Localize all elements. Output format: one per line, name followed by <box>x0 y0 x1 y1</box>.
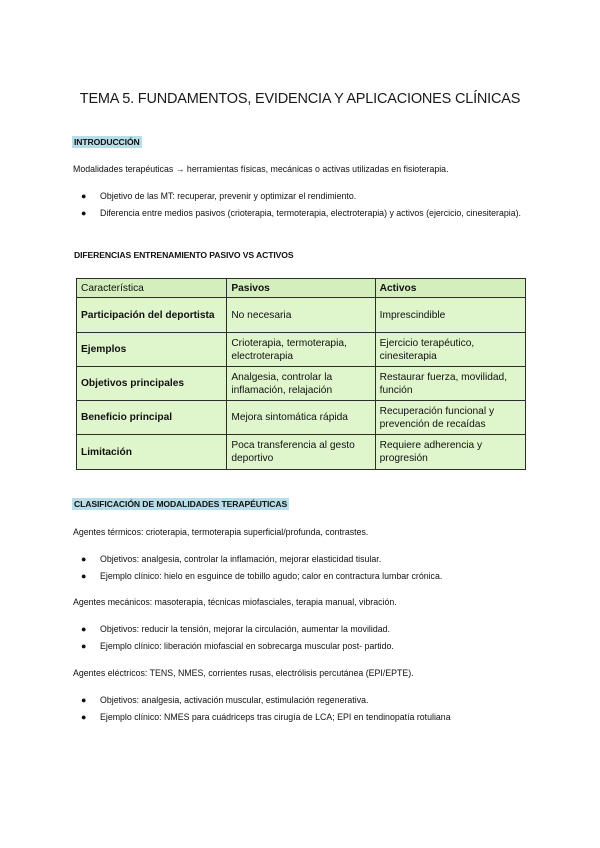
table-cell: Restaurar fuerza, movilidad, función <box>375 367 525 401</box>
table-cell: Ejemplos <box>77 333 227 367</box>
list-item-text: Objetivo de las MT: recuperar, prevenir y optimizar el rendimiento. <box>100 191 357 201</box>
differences-table <box>76 278 526 470</box>
list-item-text: Objetivos: analgesia, activación muscular, estimulación regenerativa. <box>100 695 369 705</box>
list-item <box>73 622 533 636</box>
bullet-icon: ● <box>81 191 87 201</box>
list-item-text: Ejemplo clínico: liberación miofascial en sobrecarga muscular post- partido. <box>100 641 394 651</box>
bullet-icon: ● <box>81 695 87 705</box>
table-row <box>77 367 526 401</box>
group-title-thermal: Agentes térmicos: crioterapia, termoterapia superficial/profunda, contrastes. <box>73 527 369 537</box>
table-row <box>77 435 526 470</box>
bullet-icon: ● <box>81 712 87 722</box>
intro-heading: INTRODUCCIÓN <box>74 137 140 147</box>
intro-text: Modalidades terapéuticas → herramientas físicas, mecánicas o activas utilizadas en fisioterapia. <box>73 164 449 174</box>
list-item <box>73 189 527 203</box>
list-item <box>73 693 543 707</box>
table-row <box>77 298 526 333</box>
table-cell: Poca transferencia al gesto deportivo <box>227 435 375 470</box>
list-item <box>73 206 527 220</box>
list-item-text: Objetivos: reducir la tensión, mejorar la circulación, aumentar la movilidad. <box>100 624 390 634</box>
table-cell: Limitación <box>77 435 227 470</box>
group-title-electrical: Agentes eléctricos: TENS, NMES, corrientes rusas, electrólisis percutánea (EPI/EPTE). <box>73 668 414 678</box>
list-item-text: Objetivos: analgesia, controlar la inflamación, mejorar elasticidad tisular. <box>100 554 382 564</box>
table-cell: Beneficio principal <box>77 401 227 435</box>
list-item <box>73 569 533 583</box>
classification-heading: CLASIFICACIÓN DE MODALIDADES TERAPÉUTICAS <box>74 499 288 509</box>
table-cell: Mejora sintomática rápida <box>227 401 375 435</box>
table-row <box>77 333 526 367</box>
table-cell: Objetivos principales <box>77 367 227 401</box>
table-cell: Imprescindible <box>375 298 525 333</box>
bullet-icon: ● <box>81 571 87 581</box>
table-cell: Recuperación funcional y prevención de recaídas <box>375 401 525 435</box>
bullet-icon: ● <box>81 624 87 634</box>
mechanical-bullet-list <box>73 622 533 656</box>
bullet-icon: ● <box>81 641 87 651</box>
table-cell: Analgesia, controlar la inflamación, relajación <box>227 367 375 401</box>
electrical-bullet-list <box>73 693 543 727</box>
list-item-text: Ejemplo clínico: NMES para cuádriceps tras cirugía de LCA; EPI en tendinopatía rotuliana <box>100 712 451 722</box>
list-item-text: Diferencia entre medios pasivos (crioterapia, termoterapia, electroterapia) y activos (ejercicio, cinesiterapia). <box>100 208 521 218</box>
list-item-text: Ejemplo clínico: hielo en esguince de tobillo agudo; calor en contractura lumbar crónica. <box>100 571 443 581</box>
table-row <box>77 401 526 435</box>
intro-bullet-list <box>73 189 527 223</box>
list-item <box>73 710 543 724</box>
group-title-mechanical: Agentes mecánicos: masoterapia, técnicas miofasciales, terapia manual, vibración. <box>73 597 397 607</box>
differences-heading: DIFERENCIAS ENTRENAMIENTO PASIVO VS ACTIVOS <box>74 250 294 260</box>
table-header-cell: Activos <box>375 279 525 298</box>
table-header-row <box>77 279 526 298</box>
table-cell: Crioterapia, termoterapia, electroterapia <box>227 333 375 367</box>
table-cell: Participación del deportista <box>77 298 227 333</box>
table-cell: No necesaria <box>227 298 375 333</box>
table-header-cell: Pasivos <box>227 279 375 298</box>
page-title: TEMA 5. FUNDAMENTOS, EVIDENCIA Y APLICACIONES CLÍNICAS <box>79 91 521 107</box>
list-item <box>73 639 533 653</box>
thermal-bullet-list <box>73 552 533 586</box>
bullet-icon: ● <box>81 554 87 564</box>
bullet-icon: ● <box>81 208 87 218</box>
list-item <box>73 552 533 566</box>
table-cell: Requiere adherencia y progresión <box>375 435 525 470</box>
table-header-cell: Característica <box>77 279 227 298</box>
table-cell: Ejercicio terapéutico, cinesiterapia <box>375 333 525 367</box>
